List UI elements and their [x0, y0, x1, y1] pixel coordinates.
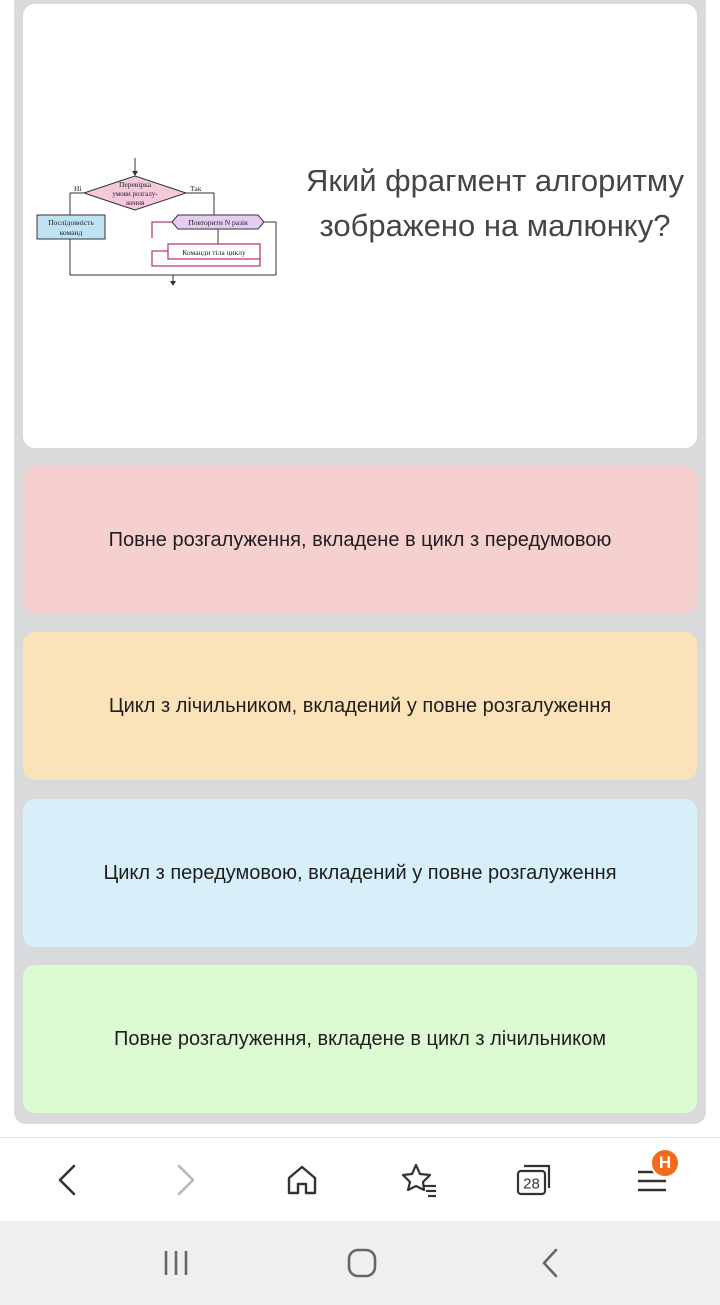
loop-body-label: Команди тіла циклу	[182, 248, 246, 257]
answer-option-3-text: Цикл з передумовою, вкладений у повне розгалуження	[103, 861, 617, 884]
menu-notification-badge: Н	[650, 1148, 680, 1178]
recent-apps-icon	[161, 1248, 191, 1278]
sequence-label-line1: Послідовність	[48, 218, 94, 227]
check-label-line1: Перевірка	[118, 180, 152, 189]
answer-option-4-text: Повне розгалуження, вкладене в цикл з лічильником	[114, 1027, 606, 1050]
repeat-label: Повторити N разів	[188, 218, 248, 227]
recent-apps-button[interactable]	[152, 1239, 200, 1287]
answer-option-1[interactable]	[23, 466, 697, 614]
home-circle-icon	[346, 1247, 378, 1279]
system-navigation-bar	[0, 1221, 720, 1305]
answer-option-4[interactable]	[23, 965, 697, 1113]
answer-option-2-text: Цикл з лічильником, вкладений у повне розгалуження	[108, 694, 612, 717]
system-back-button[interactable]	[526, 1239, 574, 1287]
answer-option-2[interactable]	[23, 632, 697, 780]
check-label-line2: умови розгалу-	[112, 190, 158, 198]
system-home-button[interactable]	[338, 1239, 386, 1287]
bookmarks-button[interactable]	[395, 1156, 443, 1204]
answer-option-3[interactable]	[23, 799, 697, 947]
back-button[interactable]	[44, 1156, 92, 1204]
tabs-button[interactable]	[510, 1156, 558, 1204]
bookmark-star-icon	[400, 1162, 438, 1198]
browser-toolbar	[0, 1137, 720, 1222]
check-label-line3: ження	[125, 199, 145, 207]
forward-icon	[171, 1162, 199, 1198]
forward-button[interactable]	[161, 1156, 209, 1204]
yes-label: Так	[190, 184, 202, 193]
question-text: Який фрагмент алгоритму зображено на малюнку?	[305, 163, 685, 243]
home-button[interactable]	[278, 1156, 326, 1204]
sequence-label-line2: команд	[59, 228, 83, 237]
flowchart-image	[34, 158, 284, 290]
home-icon	[285, 1163, 319, 1197]
tabs-count: 28	[523, 1175, 540, 1193]
answer-option-1-text: Повне розгалуження, вкладене в цикл з передумовою	[108, 528, 612, 551]
back-icon	[54, 1162, 82, 1198]
no-label: Ні	[74, 184, 82, 193]
tabs-icon	[515, 1162, 553, 1198]
system-back-icon	[538, 1247, 562, 1279]
